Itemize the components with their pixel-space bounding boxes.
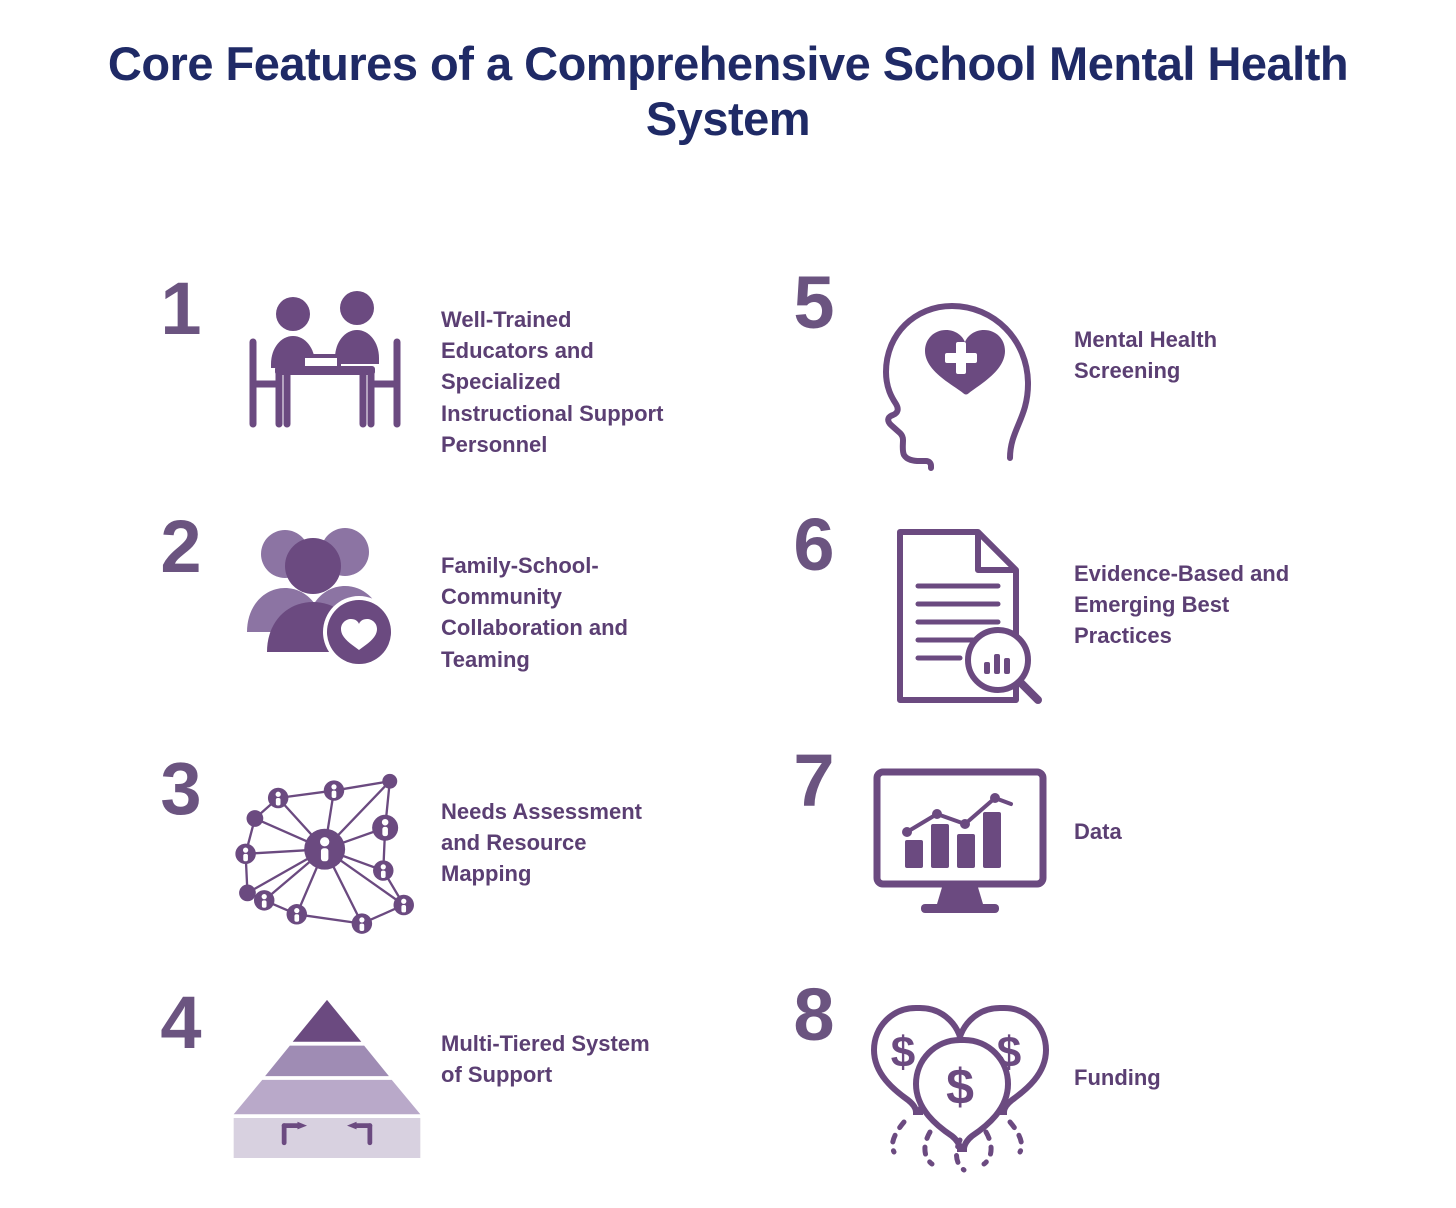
head-profile-with-heart-cross-icon <box>860 272 1060 472</box>
feature-label: Well-Trained Educators and Specialized Instructional Support Personnel <box>441 307 664 457</box>
feature-number: 3 <box>160 747 202 830</box>
feature-label: Data <box>1074 819 1122 844</box>
feature-number: 6 <box>793 503 835 586</box>
feature-number: 7 <box>793 739 835 822</box>
feature-item-1 <box>0 262 728 502</box>
svg-text:$: $ <box>890 1028 916 1077</box>
feature-item-4 <box>0 970 728 1190</box>
document-with-magnifier-chart-icon <box>860 524 1060 714</box>
feature-item-2 <box>0 502 728 734</box>
feature-item-5 <box>728 262 1456 502</box>
feature-item-3 <box>0 734 728 970</box>
feature-item-8 <box>728 970 1456 1190</box>
network-of-people-nodes-icon <box>227 744 427 959</box>
two-people-at-table-icon <box>227 284 427 434</box>
feature-label: Mental Health Screening <box>1074 327 1218 384</box>
feature-item-7 <box>728 734 1456 970</box>
feature-label: Multi-Tiered System of Support <box>441 1031 650 1088</box>
feature-label: Funding <box>1074 1065 1161 1090</box>
feature-label: Evidence-Based and Emerging Best Practices <box>1074 561 1290 649</box>
feature-item-6 <box>728 502 1456 734</box>
tiered-pyramid-icon <box>227 988 427 1168</box>
svg-text:$: $ <box>996 1028 1022 1077</box>
svg-text:$: $ <box>946 1059 974 1115</box>
feature-number: 8 <box>793 973 835 1056</box>
feature-number: 5 <box>793 261 835 344</box>
feature-number: 2 <box>160 505 202 588</box>
feature-label: Family-School-Community Collaboration and Teaming <box>441 553 628 672</box>
page-title: Core Features of a Comprehensive School Mental Health System <box>107 37 1349 146</box>
monitor-with-bar-chart-icon <box>860 762 1060 922</box>
feature-number: 1 <box>160 267 202 350</box>
dollar-balloons-icon <box>860 992 1060 1182</box>
features-grid <box>0 262 1456 1190</box>
feature-label: Needs Assessment and Resource Mapping <box>441 799 642 887</box>
group-of-people-with-heart-icon <box>227 522 427 682</box>
feature-number: 4 <box>160 981 202 1064</box>
